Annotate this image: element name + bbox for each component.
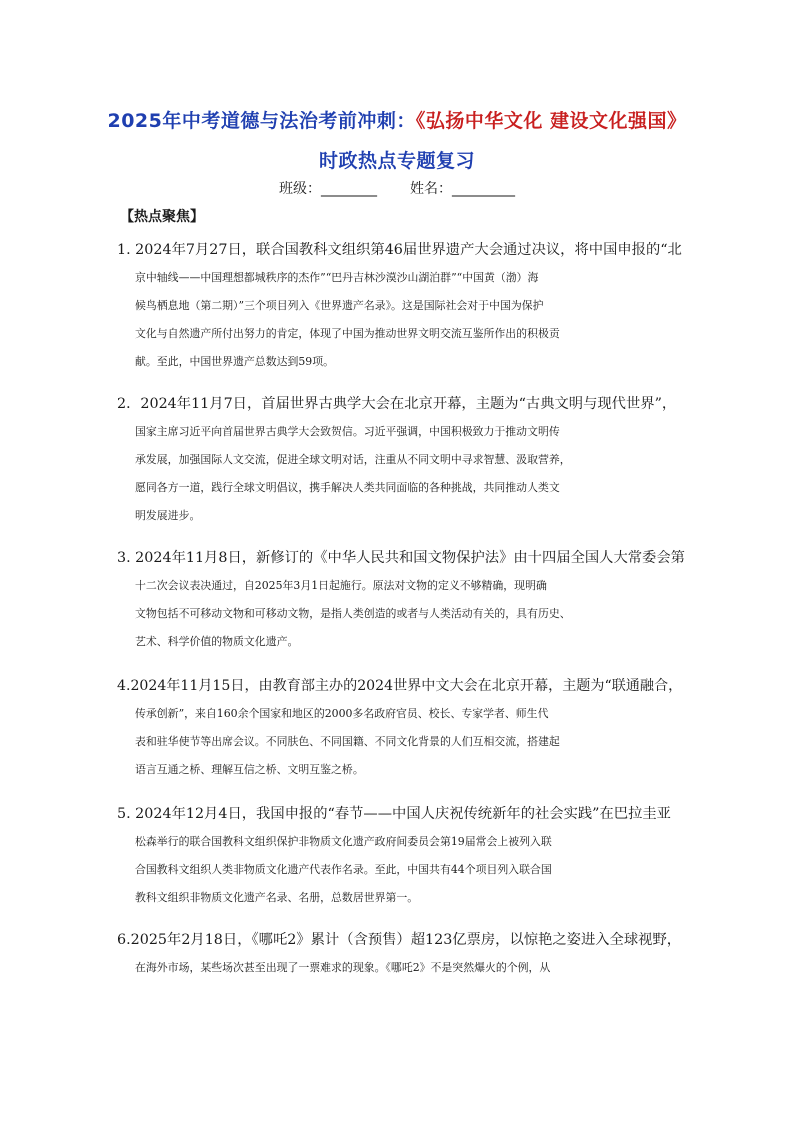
item-line: 1. 2024年7月27日，联合国教科文组织第46届世界遗产大会通过决议，将中国申报的“北 bbox=[117, 242, 682, 258]
section-heading: 【热点聚焦】 bbox=[120, 209, 204, 225]
item-line: 候鸟栖息地（第二期）”三个项目列入《世界遗产名录》。这是国际社会对于中国为保护 bbox=[135, 299, 544, 312]
item-line: 语言互通之桥、理解互信之桥、文明互鉴之桥。 bbox=[135, 763, 364, 776]
item-line: 明发展进步。 bbox=[135, 509, 201, 522]
item-line: 艺术、科学价值的物质文化遗产。 bbox=[135, 635, 299, 648]
item-line: 4.2024年11月15日，由教育部主办的2024世界中文大会在北京开幕，主题为“联通融合， bbox=[117, 678, 683, 694]
item-line: 2．2024年11月7日，首届世界古典学大会在北京开幕，主题为“古典文明与现代世界”， bbox=[117, 396, 677, 412]
item-line: 文物包括不可移动文物和可移动文物，是指人类创造的或者与人类活动有关的，具有历史、 bbox=[135, 607, 571, 620]
item-line: 在海外市场，某些场次甚至出现了一票难求的现象。《哪吒2》不是突然爆火的个例，从 bbox=[135, 961, 551, 974]
class-field-label: 班级：________ bbox=[279, 181, 378, 197]
item-line: 表和驻华使节等出席会议。不同肤色、不同国籍、不同文化背景的人们互相交流，搭建起 bbox=[135, 735, 560, 748]
item-line: 献。至此，中国世界遗产总数达到59项。 bbox=[135, 355, 335, 368]
item-line: 十二次会议表决通过，自2025年3月1日起施行。原法对文物的定义不够精确，现明确 bbox=[135, 579, 547, 592]
student-info-row bbox=[0, 178, 794, 198]
item-line: 愿同各方一道，践行全球文明倡议，携手解决人类共同面临的各种挑战，共同推动人类文 bbox=[135, 481, 560, 494]
news-item-2 bbox=[117, 390, 683, 530]
item-line: 承发展，加强国际人文交流，促进全球文明对话，注重从不同文明中寻求智慧、汲取营养， bbox=[135, 453, 571, 466]
document-title-line-1 bbox=[0, 106, 794, 133]
title-red-part: 《弘扬中华文化 建设文化强国》 bbox=[415, 110, 687, 132]
item-line: 3. 2024年11月8日，新修订的《中华人民共和国文物保护法》由十四届全国人大常委会第 bbox=[117, 550, 685, 566]
item-line: 合国教科文组织人类非物质文化遗产代表作名录。至此，中国共有44个项目列入联合国 bbox=[135, 863, 552, 876]
news-item-1 bbox=[117, 236, 683, 376]
news-item-3 bbox=[117, 544, 683, 656]
news-item-6 bbox=[117, 926, 683, 982]
news-item-4 bbox=[117, 672, 683, 784]
item-line: 松森举行的联合国教科文组织保护非物质文化遗产政府间委员会第19届常会上被列入联 bbox=[135, 835, 552, 848]
item-line: 京中轴线——中国理想都城秩序的杰作”“巴丹吉林沙漠沙山湖泊群”“中国黄（渤）海 bbox=[135, 271, 539, 284]
item-line: 6.2025年2月18日，《哪吒2》累计（含预售）超123亿票房，以惊艳之姿进入全球视野， bbox=[117, 932, 682, 948]
item-line: 国家主席习近平向首届世界古典学大会致贺信。习近平强调，中国积极致力于推动文明传 bbox=[135, 425, 560, 438]
item-line: 传承创新”，来自160余个国家和地区的2000多名政府官员、校长、专家学者、师生代 bbox=[135, 707, 549, 720]
title-blue-part: 2025年中考道德与法治考前冲刺： bbox=[107, 110, 416, 132]
item-line: 5. 2024年12月4日，我国申报的“春节——中国人庆祝传统新年的社会实践”在巴拉圭亚 bbox=[117, 806, 671, 822]
item-line: 文化与自然遗产所付出努力的肯定，体现了中国为推动世界文明交流互鉴所作出的积极贡 bbox=[135, 327, 560, 340]
news-item-5 bbox=[117, 800, 683, 912]
document-title-line-2: 时政热点专题复习 bbox=[318, 150, 475, 172]
name-field-label: 姓名：_________ bbox=[409, 181, 515, 197]
item-line: 教科文组织非物质文化遗产名录、名册，总数居世界第一。 bbox=[135, 891, 419, 904]
